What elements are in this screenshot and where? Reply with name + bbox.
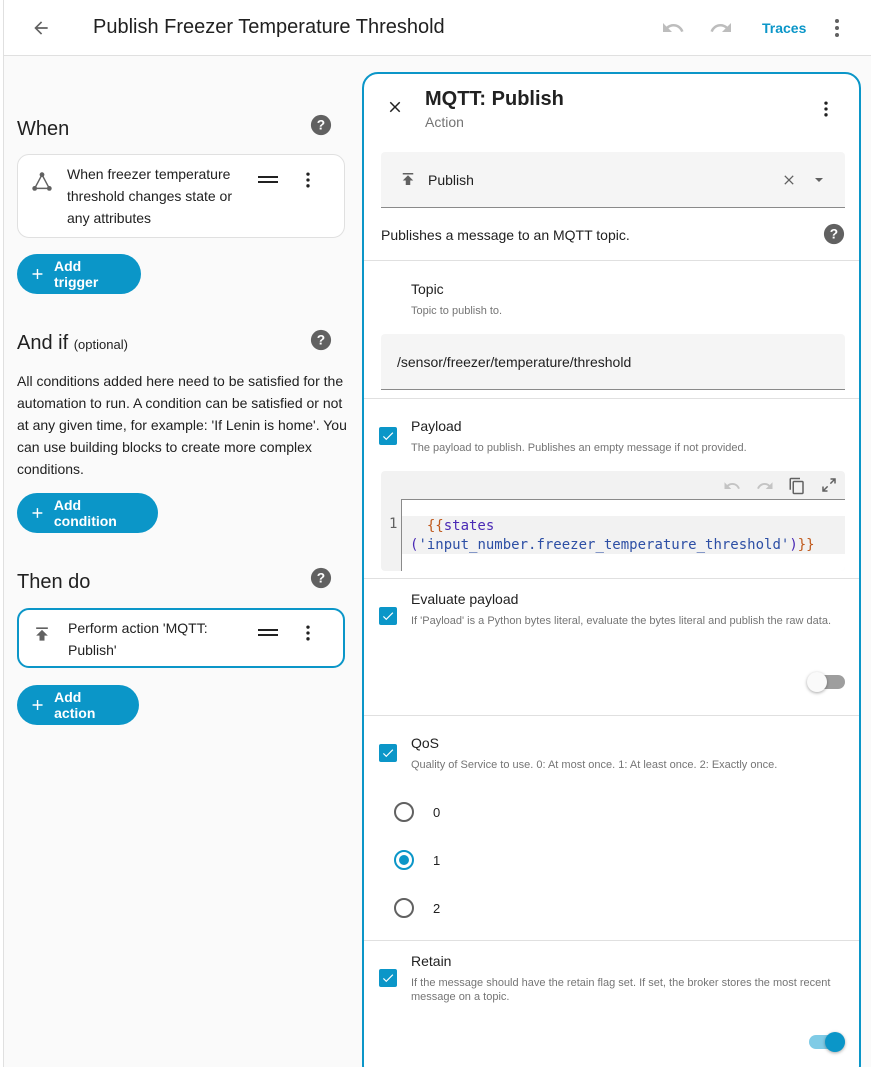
topic-input[interactable] — [381, 334, 845, 390]
plus-icon — [29, 504, 46, 522]
page-title: Publish Freezer Temperature Threshold — [93, 16, 445, 38]
check-icon — [381, 746, 395, 760]
publish-icon — [399, 170, 417, 188]
drag-handle-icon[interactable] — [258, 173, 278, 187]
editor-title: MQTT: Publish — [425, 88, 564, 110]
service-select[interactable] — [381, 152, 845, 208]
action-text-line2: Publish' — [68, 642, 117, 658]
topic-label: Topic — [411, 281, 444, 297]
publish-icon — [32, 624, 52, 644]
trigger-text-line3: any attributes — [67, 210, 152, 226]
chevron-down-icon[interactable] — [813, 174, 825, 186]
qos-option-0: 0 — [433, 805, 441, 820]
check-icon — [381, 429, 395, 443]
action-menu-icon[interactable] — [298, 622, 318, 644]
add-action-label: Add action — [54, 689, 96, 721]
qos-checkbox[interactable] — [379, 744, 397, 762]
retain-label: Retain — [411, 953, 452, 969]
topic-value: /sensor/freezer/temperature/threshold — [397, 354, 632, 370]
code-area[interactable] — [401, 499, 845, 571]
add-trigger-label: Add trigger — [53, 258, 99, 290]
divider — [364, 260, 859, 261]
when-heading: When — [17, 118, 70, 140]
evaluate-payload-toggle[interactable] — [807, 670, 847, 694]
add-condition-label: Add condition — [53, 497, 117, 529]
help-circle-icon[interactable] — [310, 329, 332, 351]
toggle-knob — [825, 1032, 845, 1052]
action-text-line1: Perform action 'MQTT: — [68, 620, 208, 636]
fullscreen-icon[interactable] — [820, 476, 838, 494]
action-card[interactable] — [17, 608, 345, 668]
editor-menu-icon[interactable] — [816, 98, 836, 120]
help-circle-icon[interactable] — [310, 567, 332, 589]
redo-icon[interactable] — [756, 477, 774, 495]
payload-code-editor[interactable] — [381, 471, 845, 571]
svg-text:?: ? — [316, 570, 326, 586]
and-if-heading-text: And if — [17, 332, 69, 354]
help-circle-icon[interactable] — [823, 223, 845, 245]
evaluate-payload-checkbox[interactable] — [379, 607, 397, 625]
help-circle-icon[interactable] — [310, 114, 332, 136]
optional-label: (optional) — [73, 337, 128, 352]
qos-option-2: 2 — [433, 901, 441, 916]
clear-icon[interactable] — [781, 172, 797, 188]
divider — [364, 715, 859, 716]
payload-help: The payload to publish. Publishes an empty message if not provided. — [411, 442, 747, 454]
retain-checkbox[interactable] — [379, 969, 397, 987]
divider — [364, 578, 859, 579]
divider — [364, 940, 859, 941]
trigger-text-line2: threshold changes state or — [67, 188, 232, 204]
plus-icon — [29, 696, 46, 714]
arrow-left-icon[interactable] — [29, 16, 53, 40]
check-icon — [381, 609, 395, 623]
line-number: 1 — [389, 516, 398, 532]
qos-help: Quality of Service to use. 0: At most once. 1: At least once. 2: Exactly once. — [411, 759, 778, 771]
evaluate-payload-help: If 'Payload' is a Python bytes literal, evaluate the bytes literal and publish the raw data. — [411, 615, 831, 627]
payload-code: {{states ('input_number.freezer_temperature_threshold')}} — [410, 518, 815, 553]
plus-icon — [29, 265, 46, 283]
service-select-value: Publish — [428, 172, 474, 188]
qos-radio-2[interactable] — [394, 898, 414, 918]
topic-help: Topic to publish to. — [411, 305, 503, 317]
trigger-menu-icon[interactable] — [298, 169, 318, 191]
and-if-heading — [17, 332, 128, 355]
traces-button[interactable]: Traces — [762, 20, 807, 36]
action-editor-panel — [362, 72, 861, 1067]
toggle-knob — [807, 672, 827, 692]
redo-icon[interactable] — [709, 16, 733, 40]
qos-label: QoS — [411, 735, 440, 751]
retain-toggle[interactable] — [807, 1030, 847, 1054]
service-description: Publishes a message to an MQTT topic. — [381, 227, 630, 243]
undo-icon[interactable] — [661, 16, 685, 40]
editor-subtitle: Action — [425, 114, 464, 130]
evaluate-payload-label: Evaluate payload — [411, 591, 519, 607]
qos-radio-1[interactable] — [394, 850, 414, 870]
svg-text:?: ? — [316, 332, 326, 348]
then-do-heading: Then do — [17, 571, 91, 593]
payload-checkbox[interactable] — [379, 427, 397, 445]
svg-text:?: ? — [316, 117, 326, 133]
check-icon — [381, 971, 395, 985]
qos-option-1: 1 — [433, 853, 441, 868]
conditions-description: All conditions added here need to be satisfied for the automation to run. A condition can be satisfied or not at any given time, for example: 'If Lenin is home'. You can use building blocks to create more complex conditions. — [17, 373, 347, 477]
svg-text:?: ? — [829, 226, 839, 242]
undo-icon[interactable] — [723, 477, 741, 495]
qos-radio-0[interactable] — [394, 802, 414, 822]
drag-handle-icon[interactable] — [258, 626, 278, 640]
copy-icon[interactable] — [788, 476, 806, 496]
add-action-button[interactable] — [17, 685, 139, 725]
close-icon[interactable] — [386, 98, 404, 116]
trigger-text-line1: When freezer temperature — [67, 166, 231, 182]
add-trigger-button[interactable] — [17, 254, 141, 294]
dots-vertical-icon[interactable] — [825, 16, 849, 40]
retain-help: If the message should have the retain flag set. If set, the broker stores the most recent message on a topic. — [411, 977, 831, 1003]
left-edge — [0, 0, 4, 1067]
state-trigger-icon — [31, 171, 53, 193]
top-app-bar — [4, 0, 871, 56]
trigger-card[interactable] — [17, 154, 345, 238]
add-condition-button[interactable] — [17, 493, 158, 533]
payload-label: Payload — [411, 418, 462, 434]
divider — [364, 398, 859, 399]
